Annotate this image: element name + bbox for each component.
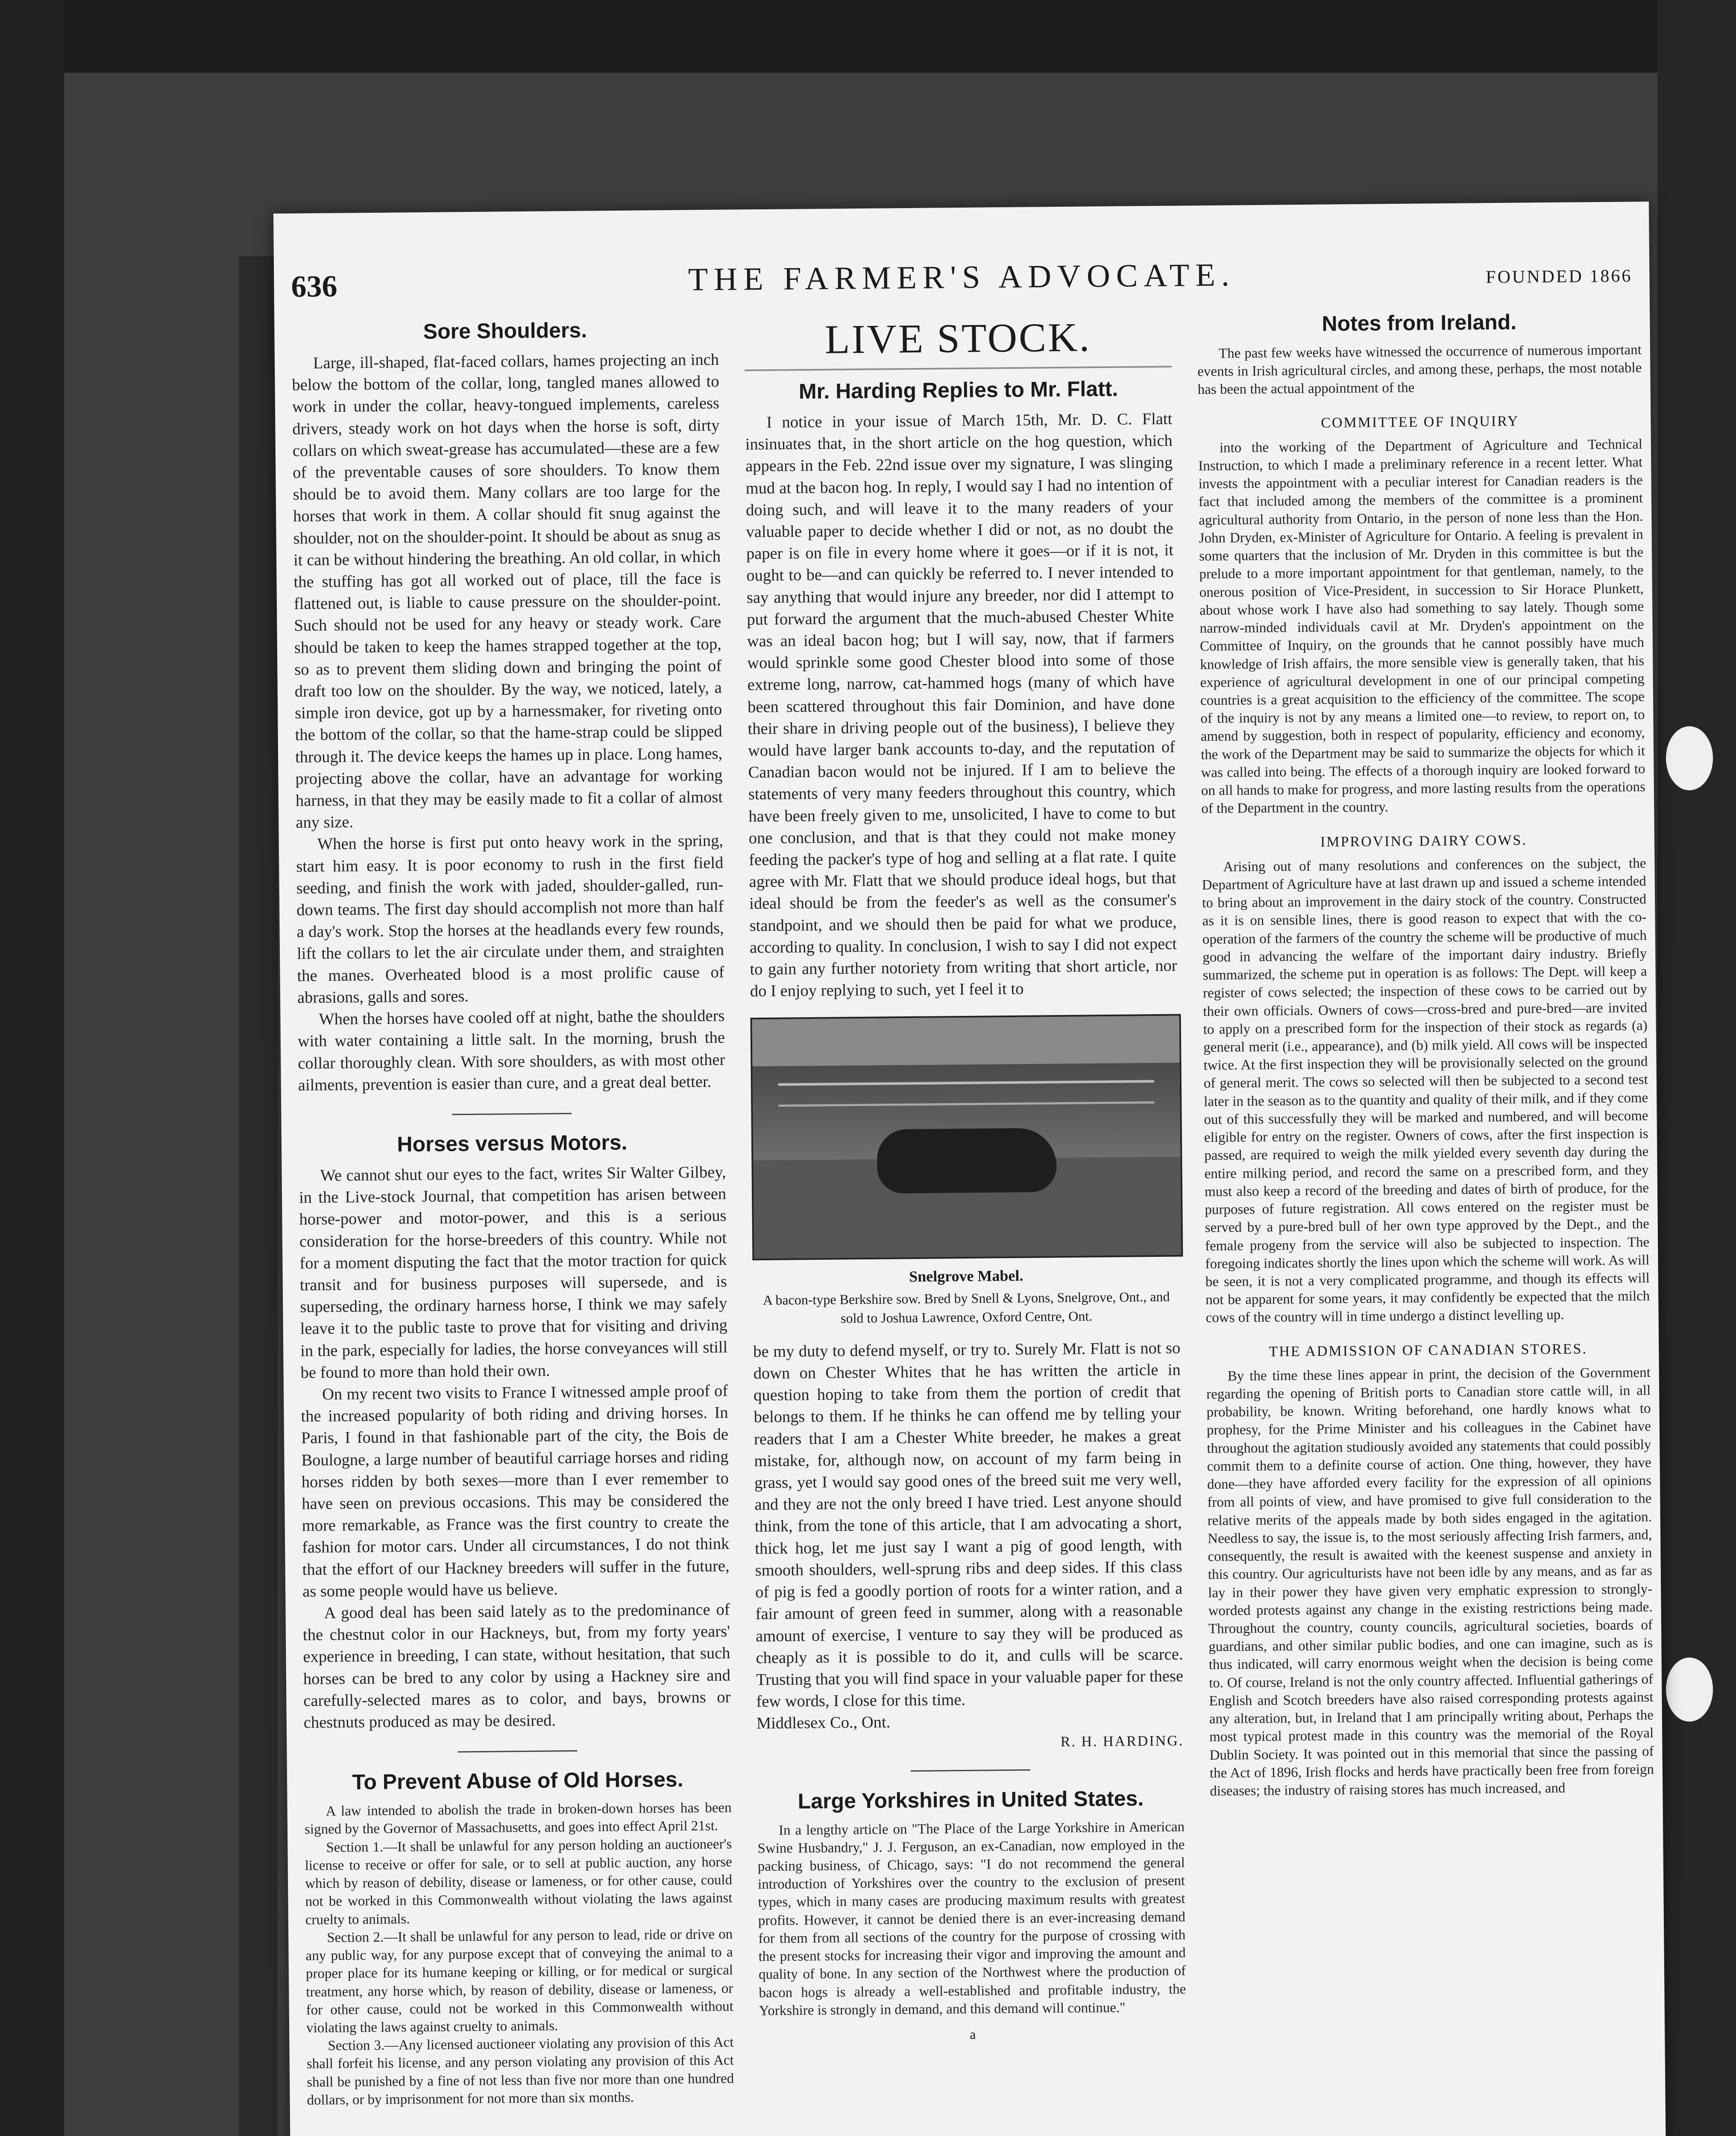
article-paragraph: A law intended to abolish the trade in broken-down horses has been signed by the Governor of Massachusetts, and goes into effect April 21st. [304, 1800, 732, 1837]
article-paragraph: On my recent two visits to France I witnessed ample proof of the increased popularity of both riding and driving horses. In Paris, I found in that fashionable part of the city, the Bois de Boulogne, a large number of beautiful carriage horses and riding horses ridden by both sexes—more than I ever remember to have seen on previous occasions. This may be considered the more remarkable, as France was the first country to create the fashion for motor cars. Under all circumstances, I do not think that the effort of our Hackney breeders will suffer in the future, as some people would have us believe. [301, 1382, 730, 1601]
founded-note: FOUNDED 1866 [1486, 266, 1633, 288]
separator-rule [911, 1769, 1030, 1771]
photo-snelgrove-mabel [750, 1014, 1183, 1261]
article-paragraph: Section 2.—It shall be unlawful for any person to lead, ride or drive on any public way, for any purpose except that of conveying the animal to a proper place for its humane keeping or killing, or for medical or surgical treatment, any horse which, by reason of debility, disease or lameness, or for other cause, could not be worked in this Commonwealth without violating the laws against cruelty to animals. [305, 1926, 733, 2036]
article-title: To Prevent Abuse of Old Horses. [352, 1767, 683, 1794]
article-paragraph: By the time these lines appear in print, the decision of the Government regarding the opening of British ports to Canadian store cattle will, in all probability, be known. Writing beforehand, one hardly knows what to prophesy, for the Prime Minister and his colleagues in the Cabinet have throughout the agitation studiously avoided any statements that could possibly commit them to a definite course of action. One thing, however, they have done—they have afforded every facility for the expression of all opinions from all points of view, and have promised to give full consideration to the relative merits of the appeals made by both sides engaged in the agitation. Needless to say, the issue is, to the most seriously affecting Irish farmers, and, consequently, the result is awaited with the keenest suspense and anxiety in this country. Our agriculturists have not been idle by any means, and as far as lay in their power they have given very emphatic expression to strongly-worded protests against any change in the existing restrictions being made. Throughout the country, county councils, agricultural societies, boards of guardians, and other similar public bodies, and one can imagine, such as is thus indicated, will carry enormous weight when the decision is being come to. Of course, Ireland is not the only country affected. Influential gatherings of English and Scotch breeders have also raised corresponding protests against any alteration, but, in Ireland that I am principally writing about, Perhaps the most typical protest made in this country was the memorial of the Royal Dublin Society. It was pointed out in this memorial that since the passing of the Act of 1896, Irish flocks and herds have practically been free from foreign diseases; the industry of raising stores has much increased, and [1206, 1364, 1654, 1799]
photo-sow [877, 1128, 1057, 1194]
page-number: 636 [291, 269, 337, 304]
article-location: Middlesex Co., Ont. [756, 1713, 891, 1733]
article-paragraph: When the horses have cooled off at night, bathe the shoulders with water containing a little salt. In the morning, brush the collar thoroughly clean. With sore shoulders, as with most other ailments, prevention is easier than cure, and a great deal better. [297, 1006, 725, 1094]
article-paragraph: be my duty to defend myself, or try to. Surely Mr. Flatt is not so down on Chester Whites that he has written the article in question hoping to take from them the portion of credit that belongs to them. If he thinks he can offend me by telling your readers that I am a Chester White breeder, he makes a great mistake, for, although now, on account of my farm being in grass, yet I would say good ones of the breed suit me very well, and they are not the only breed I have tried. Lest anyone should think, from the tone of this article, that I am advocating a short, thick hog, let me just say I want a pig of good length, with smooth shoulders, well-sprung ribs and deep sides. If this class of pig is fed a goodly portion of roots for a winter ration, and a fair amount of green feed in summer, along with a reasonable amount of exercise, I venture to say they will be produced as cheaply as it is possible to do it, and culls will be scarce. Trusting that you will find space in your valuable paper for these few words, I close for this time. [753, 1339, 1184, 1711]
article-paragraph: Arising out of many resolutions and conferences on the subject, the Department of Agriculture have at last drawn up and issued a scheme intended to bring about an improvement in the dairy stock of the country. Constructed as it is on sensible lines, there is good reason to expect that with the co-operation of the farmers of the country the scheme will be productive of much good in advancing the welfare of the important dairy industry. Briefly summarized, the scheme put in operation is as follows: The Dept. will keep a register of cows selected; the inspection of these cows to be carried out by their own officials. Owners of cows—cross-bred and pure-bred—are invited to apply on a prescribed form for the inspection of their stock as regards (a) general merit (i.e., appearance), and (b) milk yield. All cows will be inspected twice. At the first inspection they will be provisionally selected on the ground of general merit. The cows so selected will then be subjected to a second test later in the season as to the quantity and quality of their milk, and if they come out of this successfully they will be marked and numbered, and will become eligible for entry on the register. Owners of cows, after the first inspection is passed, are required to weigh the milk yielded every seventh day during the entire milking period, and record the same on a prescribed form, and they must also keep a record of the breeding and dates of birth of produce, for the purposes of future registration. All cows entered on the register must be served by a pure-bred bull of her own type approved by the Dept., and the female progeny from the service will also be subjected to inspection. The foregoing indicates shortly the lines upon which the scheme will work. As will be seen, it is not a very complicated programme, and though its effects will not be apparent for some years, it may confidently be expected that the milch cows of the country will in time undergo a distinct levelling up. [1202, 855, 1650, 1326]
page-shadow [239, 256, 278, 2136]
film-border-top [0, 0, 1736, 73]
section-title: LIVE STOCK. [744, 313, 1172, 371]
column-right [1197, 308, 1654, 1800]
article-paragraph: A good deal has been said lately as to the predominance of the chestnut color in our Hackneys, but, from my forty years' experience in breeding, I can state, without hesitation, that such horses can be bred to any color by using a Hackney sire and carefully-selected mares as to color, and bays, browns or chestnuts produced as may be desired. [302, 1600, 731, 1732]
article-title: Notes from Ireland. [1322, 310, 1517, 336]
article-paragraph: I notice in your issue of March 15th, Mr. D. C. Flatt insinuates that, in the short article on the hog question, which appears in the Feb. 22nd issue over my signature, I was slinging mud at the bacon hog. In reply, I would say I had no intention of doing such, and will leave it to the many readers of your valuable paper to decide whether I did or not, as no doubt the paper is on file in every home where it goes—or if it is not, it ought to be—and can quickly be referred to. I never intended to say anything that would injure any breeder, nor did I attempt to put forward the argument that the much-abused Chester White was an ideal bacon hog; but I will say, now, that if farmers would sprinkle some good Chester blood into some of those extreme long, narrow, cat-hammed hogs (many of which have been scattered throughout this fair Dominion, and have done their share in driving people out of the business), I believe they would have larger bank accounts to-day, and the reputation of Canadian bacon would not be injured. If I am to believe the statements of very many feeders throughout this country, which have been freely given to me, unsolicited, I have to come to but one conclusion, and that is that they could not make money feeding the packer's type of hog and selling at a flat rate. I quite agree with Mr. Flatt that we should produce ideal hogs, but that ideal should be from the feeder's as well as the consumer's standpoint, and we should then be paid for what we produce, according to quality. In conclusion, I wish to say I did not expect to gain any further notoriety from writing that short article, nor do I enjoy replying to such, yet I feel it to [745, 410, 1177, 1001]
photo-sky [752, 1016, 1180, 1067]
article-paragraph: Large, ill-shaped, flat-faced collars, hames projecting an inch below the bottom of the collar, long, tangled manes allowed to work in under the collar, heavy-tongued implements, careless drivers, steady work on hot days when the horse is soft, dirty collars on which sweat-grease has accumulated—these are a few of the preventable causes of sore shoulders. To know them should be to avoid them. Many collars are too large for the horses that work in them. A collar should fit snug against the shoulder, not on the shoulder-point. It should be about as snug as it can be without hindering the breathing. An old collar, in which the stuffing has got all worked out of place, till the face is flattened out, is liable to cause pressure on the shoulder-point. Such should not be used for any heavy or steady work. Care should be taken to keep the hames strapped together at the top, so as to prevent them sliding down and bringing the point of draft too low on the shoulder. By the way, we noticed, lately, a simple iron device, got up by a harnessmaker, for riveting onto the bottom of the collar, so that the hame-strap could be slipped through it. The device keeps the hames up in place. Long hames, projecting above the collar, have an advantage for working harness, in that they may be easily made to fit a collar of almost any size. [292, 350, 723, 832]
running-head [274, 253, 1650, 312]
separator-rule [457, 1750, 577, 1752]
column-left [291, 317, 734, 2110]
article-subhead: THE ADMISSION OF CANADIAN STORES. [1269, 1341, 1588, 1360]
article-paragraph: into the working of the Department of Agriculture and Technical Instruction, to which I made a preliminary reference in a recent letter. What invests the appointment with a peculiar interest for Canadian readers is the fact that included among the members of the committee is a prominent agricultural authority from Ontario, in the person of none less than the Hon. John Dryden, ex-Minister of Agriculture for Ontario. A feeling is prevalent in some quarters that the inclusion of Mr. Dryden in this committee is but the prelude to a more important appointment for that gentleman, namely, to the onerous position of Vice-President, in succession to Sir Horace Plunkett, about whose work I have also had something to say lately. Though some narrow-minded individuals cavil at Mr. Dryden's appointment on the Committee of Inquiry, on the grounds that he cannot possibly have much knowledge of Irish affairs, the more sensible view is generally taken, that his experience of agricultural development in one of our principal competing countries is a great acquisition to the efficiency of the committee. The scope of the inquiry is not by any means a limited one—to review, to report on, to amend by suggestion, both in respect of popularity, efficiency and economy, the work of the Department may be said to summarize the objects for which it was called into being. The effects of a thorough inquiry are looked forward to on all hands to make for progress, and more lasting results from the operations of the Department in the country. [1198, 436, 1645, 817]
newspaper-page [273, 202, 1666, 2136]
article-subhead: COMMITTEE OF INQUIRY [1321, 413, 1519, 431]
film-border-right [1657, 0, 1736, 2136]
article-title: Horses versus Motors. [397, 1130, 628, 1156]
article-paragraph: When the horse is first put onto heavy work in the spring, start him easy. It is poor economy to rush in the first field seeding, and finish the work with jaded, shoulder-galled, run-down teams. The first day should accomplish not more than half a day's work. Stop the horses at the headlands every few rounds, lift the collars to let the air circulate under them, and straighten the manes. Overheated blood is a most prolific cause of abrasions, galls and sores. [296, 832, 724, 1007]
article-paragraph: Section 3.—Any licensed auctioneer violating any provision of this Act shall forfeit his license, and any person violating any provision of this Act shall be punished by a fine of not less than five nor more than one hundred dollars, or by imprisonment for not more than six months. [306, 2034, 734, 2108]
article-paragraph: We cannot shut our eyes to the fact, writes Sir Walter Gilbey, in the Live-stock Journal, that competition has arisen between horse-power and motor-power, and this is a serious consideration for the horse-breeders of this country. While not for a moment disputing the fact that the motor traction for quick transit and for business purposes will supersede, and is superseding, the ordinary harness horse, I think we may safely leave it to the public taste to prove that for visiting and driving in the park, especially for ladies, the horse conveyances will still be found to more than hold their own. [299, 1163, 728, 1382]
separator-rule [452, 1113, 572, 1115]
binding-hole [1666, 1658, 1713, 1722]
photo-fence [778, 1102, 1154, 1107]
photo-title: Snelgrove Mabel. [909, 1267, 1023, 1285]
article-signature: R. H. HARDING. [1060, 1733, 1184, 1750]
article-title: Mr. Harding Replies to Mr. Flatt. [798, 376, 1118, 404]
article-subhead: IMPROVING DAIRY COWS. [1320, 832, 1528, 850]
article-title: Sore Shoulders. [423, 318, 587, 343]
masthead: THE FARMER'S ADVOCATE. [688, 257, 1236, 298]
film-border-left [0, 0, 64, 2136]
article-paragraph: In a lengthy article on "The Place of the Large Yorkshire in American Swine Husbandry," J. J. Ferguson, an ex-Canadian, now employed in the packing business, of Chicago, says: "I do not recommend the general introduction of Yorkshires over the country to the exclusion of present types, which in many cases are producing maximum results with greatest profits. However, it cannot be denied there is an ever-increasing demand for them from all sections of the country for the purpose of crossing with the present stocks for increasing their vigor and improving the amount and quality of bone. In any section of the Northwest where the production of bacon hogs is already a well-established and profitable industry, the Yorkshire is strongly in demand, and this demand will continue." [757, 1819, 1186, 2019]
article-paragraph: The past few weeks have witnessed the occurrence of numerous important events in Irish agricultural circles, and among these, perhaps, the most notable has been the actual appointment of the [1197, 342, 1642, 398]
photo-caption: A bacon-type Berkshire sow. Bred by Snell & Lyons, Snelgrove, Ont., and sold to Joshua Lawrence, Oxford Centre, Ont. [762, 1289, 1170, 1326]
end-mark: a [969, 2026, 976, 2042]
binding-hole [1666, 726, 1713, 790]
column-middle [744, 313, 1186, 2045]
article-title: Large Yorkshires in United States. [798, 1786, 1144, 1813]
article-paragraph: Section 1.—It shall be unlawful for any person holding an auctioneer's license to receive or offer for sale, or to sell at public auction, any horse which by reason of debility, disease or lameness, or for other cause, could not be worked in this Commonwealth without violating the laws against cruelty to animals. [305, 1836, 733, 1928]
photo-fence [778, 1080, 1154, 1086]
